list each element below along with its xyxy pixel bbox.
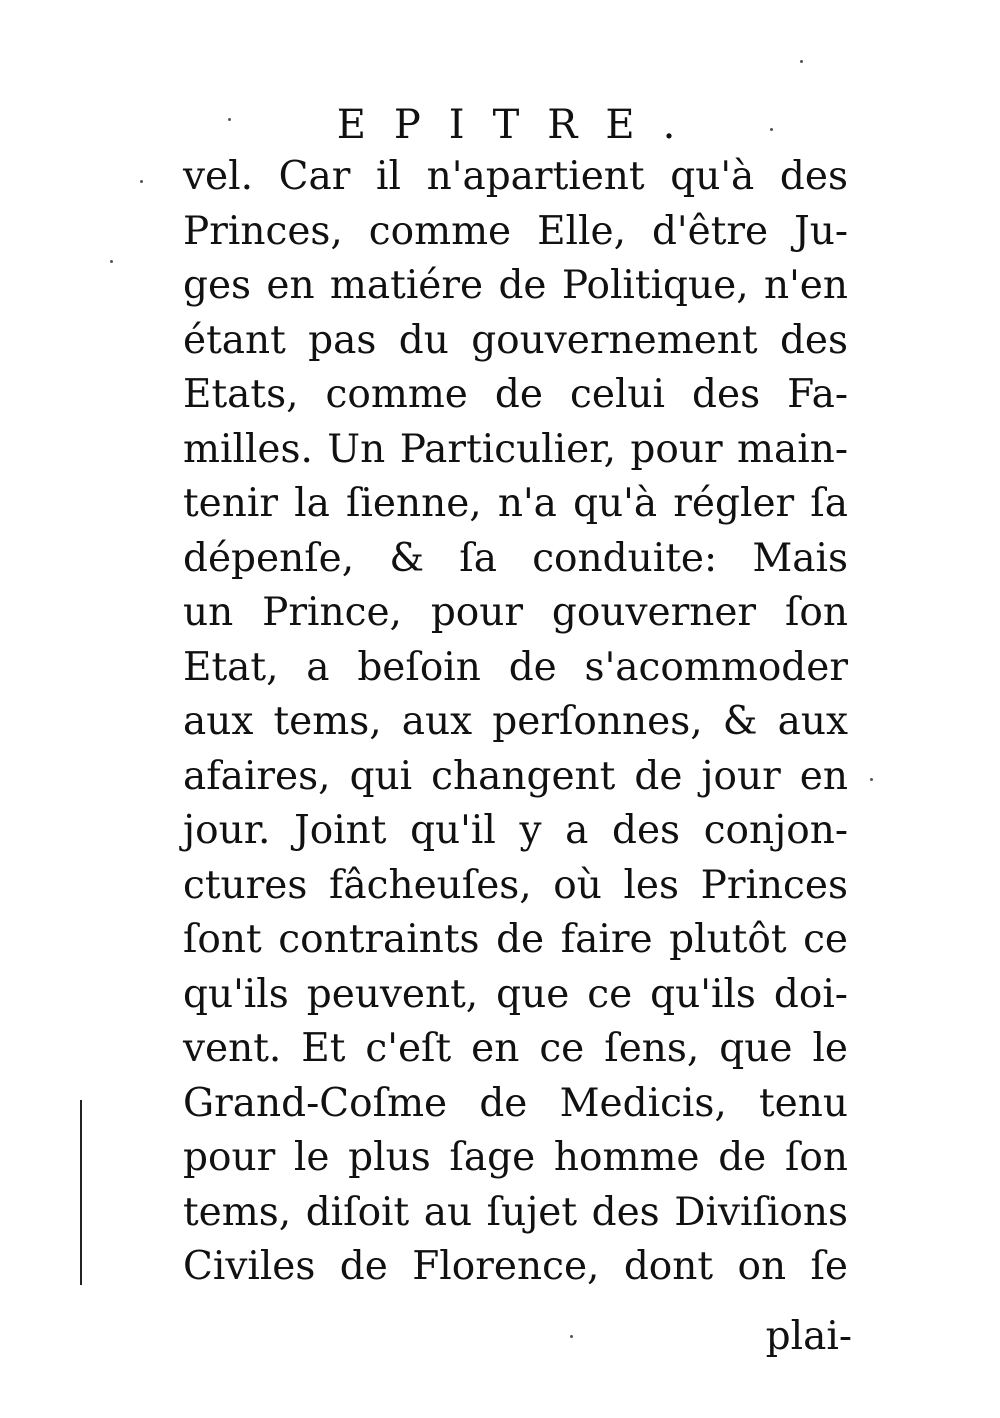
running-title: EPITRE. [336, 102, 704, 148]
text-line-5: Etats, comme de celui des Fa- [183, 372, 848, 417]
ink-speck [110, 260, 113, 263]
text-line-4: étant pas du gouvernement des [183, 317, 848, 363]
ink-speck [228, 118, 231, 121]
text-line-13: jour. Joint qu'il y a des conjon- [183, 808, 848, 853]
text-line-20: tems, diſoit au ſujet des Diviſions [183, 1189, 848, 1235]
body-text [183, 150, 848, 1295]
text-line-15: ſont contraints de faire plutôt ce [183, 917, 848, 962]
gutter-line [80, 1100, 82, 1285]
ink-speck [770, 128, 773, 131]
text-line-18: Grand-Coſme de Medicis, tenu [183, 1080, 848, 1126]
text-line-9: un Prince, pour gouverner ſon [183, 590, 848, 635]
text-line-8: dépenſe, & ſa conduite: Mais [183, 535, 848, 581]
text-line-19: pour le plus ſage homme de ſon [183, 1135, 848, 1180]
text-line-17: vent. Et c'eſt en ce ſens, que le [183, 1026, 848, 1071]
ink-speck [140, 180, 143, 183]
text-line-14: ctures fâcheuſes, où les Princes [183, 862, 848, 908]
text-line-2: Princes, comme Elle, d'être Ju- [183, 208, 848, 254]
text-line-3: ges en matiére de Politique, n'en [183, 263, 848, 308]
catchword: plai- [765, 1314, 852, 1359]
ink-speck [800, 60, 803, 63]
text-line-11: aux tems, aux perſonnes, & aux [183, 699, 848, 744]
text-line-16: qu'ils peuvent, que ce qu'ils doi- [183, 971, 848, 1017]
text-line-6: milles. Un Particulier, pour main- [183, 426, 848, 472]
text-line-12: afaires, qui changent de jour en [183, 753, 848, 799]
ink-speck [570, 1335, 573, 1338]
ink-speck [870, 778, 873, 781]
text-line-21: Civiles de Florence, dont on ſe [183, 1244, 848, 1289]
text-line-1: vel. Car il n'apartient qu'à des [183, 154, 848, 199]
text-line-7: tenir la ſienne, n'a qu'à régler ſa [183, 481, 848, 526]
text-line-10: Etat, a beſoin de s'acommoder [183, 644, 848, 690]
